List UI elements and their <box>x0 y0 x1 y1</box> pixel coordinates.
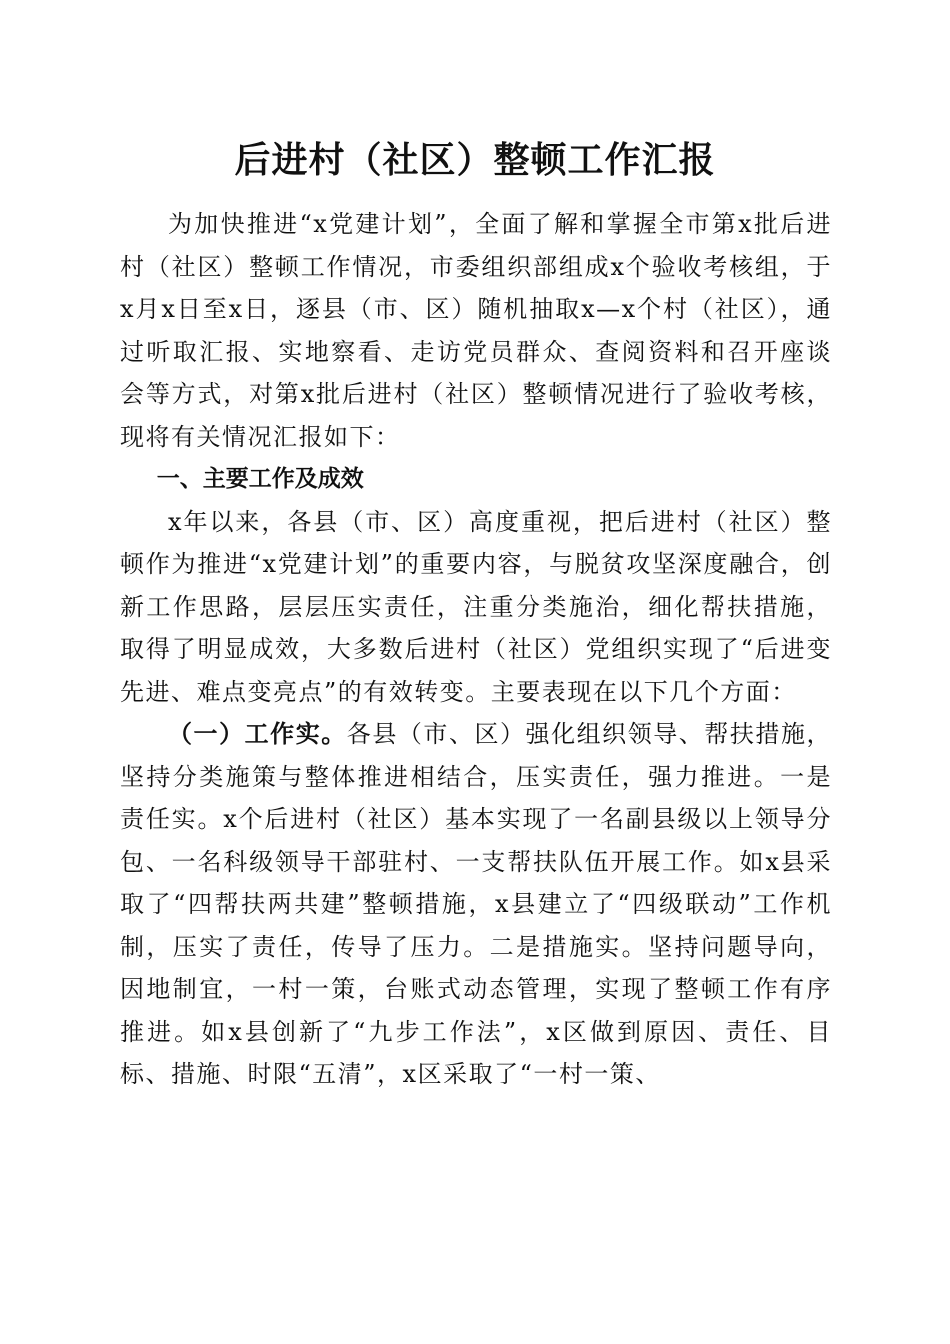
section-paragraph-overview: x年以来，各县（市、区）高度重视，把后进村（社区）整顿作为推进“x党建计划”的重要内容，与脱贫攻坚深度融合，创新工作思路，层层压实责任，注重分类施治，细化帮扶措施，取得了明显成效，大多数后进村（社区）党组织实现了“后进变先进、难点变亮点”的有效转变。主要表现在以下几个方面： <box>120 507 832 706</box>
intro-paragraph: 为加快推进“x党建计划”，全面了解和掌握全市第x批后进村（社区）整顿工作情况，市委组织部组成x个验收考核组，于x月x日至x日，逐县（市、区）随机抽取x—x个村（社区），通过听取汇报、实地察看、走访党员群众、查阅资料和召开座谈会等方式，对第x批后进村（社区）整顿情况进行了验收考核，现将有关情况汇报如下： <box>120 210 832 451</box>
subsection-text-work-solid: 各县（市、区）强化组织领导、帮扶措施，坚持分类施策与整体推进相结合，压实责任，强力推进。一是责任实。x个后进村（社区）基本实现了一名副县级以上领导分包、一名科级领导干部驻村、一支帮扶队伍开展工作。如x县采取了“四帮扶两共建”整顿措施，x县建立了“四级联动”工作机制，压实了责任，传导了压力。二是措施实。坚持问题导向，因地制宜，一村一策，台账式动态管理，实现了整顿工作有序推进。如x县创新了“九步工作法”，x区做到原因、责任、目标、措施、时限“五清”，x区采取了“一村一策、 <box>120 720 832 1088</box>
subsection-paragraph-work-solid <box>120 713 832 1096</box>
subsection-heading-work-solid: （一）工作实。 <box>168 719 347 748</box>
section-heading-main-work: 一、主要工作及成效 <box>156 466 364 492</box>
document-title: 后进村（社区）整顿工作汇报 <box>234 139 716 181</box>
document-body <box>120 203 832 1096</box>
